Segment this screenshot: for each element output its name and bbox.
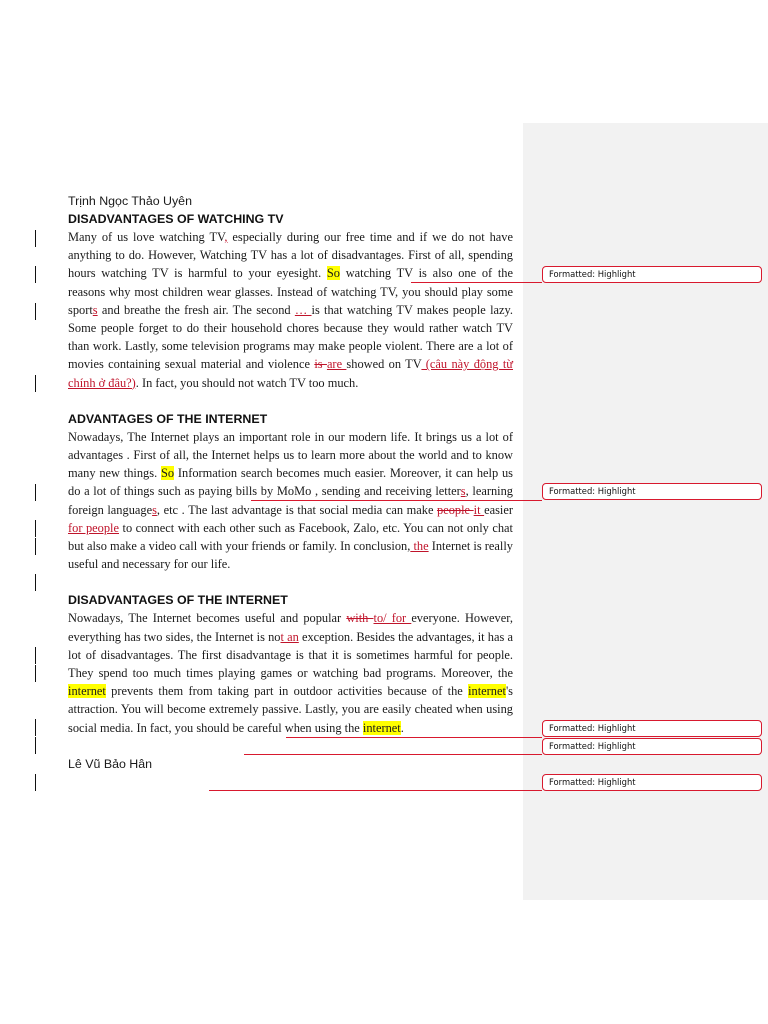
change-bar: [35, 266, 36, 283]
insertion: s: [152, 502, 157, 517]
insertion: it: [473, 502, 485, 517]
insertion: ,: [224, 230, 228, 244]
insertion: for people: [68, 520, 119, 535]
change-bar: [35, 574, 36, 591]
paragraph: Nowadays, The Internet becomes useful and popular with to/ for everyone. However, everything has two sides, the Internet is not an exception. Besides the advantages, it has a lot of disadvantages. The first disadvantage is that it is sometimes harmful for people. They spend too much times playing games or watching bad programs. Moreover, the internet prevents them from taking part in outdoor activities because of the internet's attraction. You will become extremely passive. Lastly, you are easily cheated when using social media. In fact, you should be careful when using the internet.: [68, 611, 513, 735]
change-bar: [35, 774, 36, 791]
section-heading: DISADVANTAGES OF WATCHING TV: [68, 212, 284, 226]
document-body: [68, 192, 513, 773]
highlighted-text: internet: [362, 720, 401, 735]
comment-leader-line: [209, 790, 542, 791]
paragraph: Nowadays, The Internet plays an important role in our modern life. It brings us a lot of advantages . First of all, the Internet helps us to learn more about the world and to know many new things. So Information search becomes much easier. Moreover, it can help us do a lot of things such as paying bills by MoMo , sending and receiving letters, learning foreign languages, etc . The last advantage is that social media can make people it easier for people to connect with each other such as Facebook, Zalo, etc. You can not only chat but also make a video call with your friends or family. In conclusion, the Internet is really useful and necessary for our life.: [68, 429, 513, 572]
section-heading: ADVANTAGES OF THE INTERNET: [68, 411, 268, 426]
deletion: is: [314, 357, 327, 372]
format-comment-balloon[interactable]: Formatted: Highlight: [542, 720, 762, 737]
paragraph: Many of us love watching TV, especially during our free time and if we do not have anything to do. However, Watching TV has a lot of disadvantages. First of all, spending hours watching TV is harmful to your eyesight. So watching TV is also one of the reasons why most children wear glasses. Instead of watching TV, you should play some sports and breathe the fresh air. The second … is that watching TV makes people lazy. Some people forget to do their household chores because they would rather watch TV than work. Lastly, some television programs may make people violent. There are a lot of movies containing sexual material and violence is are showed on TV (câu này động từ chính ở đâu?). In fact, you should not watch TV too much.: [68, 230, 514, 390]
insertion: …: [294, 302, 312, 317]
change-bar: [35, 375, 36, 392]
change-bar: [35, 737, 36, 754]
change-bar: [35, 647, 36, 664]
comment-leader-line: [244, 754, 542, 755]
insertion: (câu này động từ chính ở đâu?): [68, 357, 513, 390]
change-bar: [35, 665, 36, 682]
format-comment-balloon[interactable]: Formatted: Highlight: [542, 266, 762, 283]
format-comment-balloon[interactable]: Formatted: Highlight: [542, 774, 762, 791]
insertion: s: [460, 484, 466, 499]
insertion: the: [410, 539, 429, 554]
highlighted-text: So: [160, 466, 175, 481]
change-bar: [35, 719, 36, 736]
change-bar: [35, 538, 36, 555]
highlighted-text: So: [326, 266, 340, 281]
change-bar: [35, 303, 36, 320]
comment-leader-line: [251, 500, 542, 501]
change-bar: [35, 520, 36, 537]
section-heading: DISADVANTAGES OF THE INTERNET: [68, 593, 288, 608]
format-comment-balloon[interactable]: Formatted: Highlight: [542, 483, 762, 500]
highlighted-text: internet: [468, 684, 506, 699]
deletion: with: [346, 611, 374, 626]
change-bar: [35, 484, 36, 501]
comment-leader-line: [286, 737, 542, 738]
author-name: Lê Vũ Bảo Hân: [68, 756, 153, 771]
insertion: s: [92, 302, 98, 317]
format-comment-balloon[interactable]: Formatted: Highlight: [542, 738, 762, 755]
highlighted-text: internet: [68, 684, 106, 699]
insertion: t an: [280, 629, 299, 644]
change-bar: [35, 230, 36, 247]
deletion: people: [437, 502, 474, 517]
author-name: Trịnh Ngọc Thảo Uyên: [68, 194, 192, 208]
comment-leader-line: [411, 282, 542, 283]
insertion: are: [326, 357, 347, 372]
insertion: to/ for: [373, 611, 412, 626]
